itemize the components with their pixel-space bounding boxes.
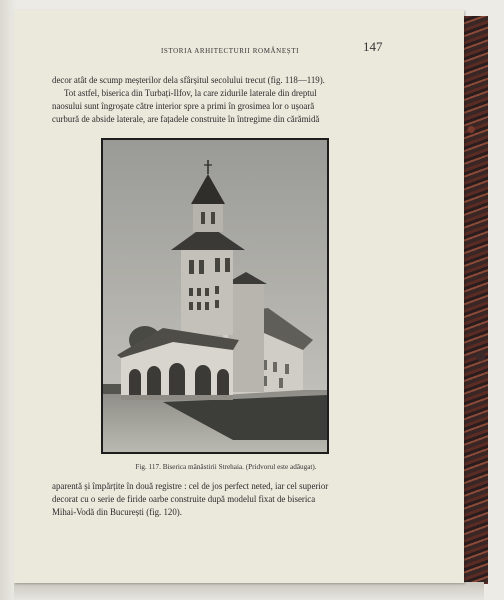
text-line: decorat cu o serie de firide oarbe construite după modelul fixat de biserica — [52, 494, 316, 504]
text-line: naosului sunt îngroșate către interior spre a primi în grosimea lor o ușoară — [52, 101, 315, 111]
paragraph-top — [52, 74, 325, 126]
paragraph-bottom — [52, 480, 328, 519]
marbled-cover-edge — [462, 16, 488, 584]
text-line: aparentă și împărțite în două registre : cel de jos perfect neted, iar cel superior — [52, 481, 329, 491]
text-line: Tot astfel, biserica din Turbați-Ilfov, la care zidurile laterale din dreptul — [64, 88, 317, 98]
figure-caption: Fig. 117. Biserica mânăstirii Strehaia. (Pridvorul este adăugat). — [135, 463, 317, 471]
text-line: Mihai-Vodă din București (fig. 120). — [52, 507, 182, 517]
running-title: ISTORIA ARHITECTURII ROMÂNEȘTI — [160, 47, 300, 55]
page-number: 147 — [363, 39, 383, 54]
church-photo-illustration — [103, 140, 327, 452]
church-photograph — [101, 138, 329, 454]
page-bottom-shadow — [14, 582, 484, 600]
text-line: curbură de abside laterale, are fațadele construite în întregime din cărămidă — [52, 114, 320, 124]
text-line: decor atât de scump meșterilor dela sfârșitul secolului trecut (fig. 118—119). — [52, 75, 325, 85]
